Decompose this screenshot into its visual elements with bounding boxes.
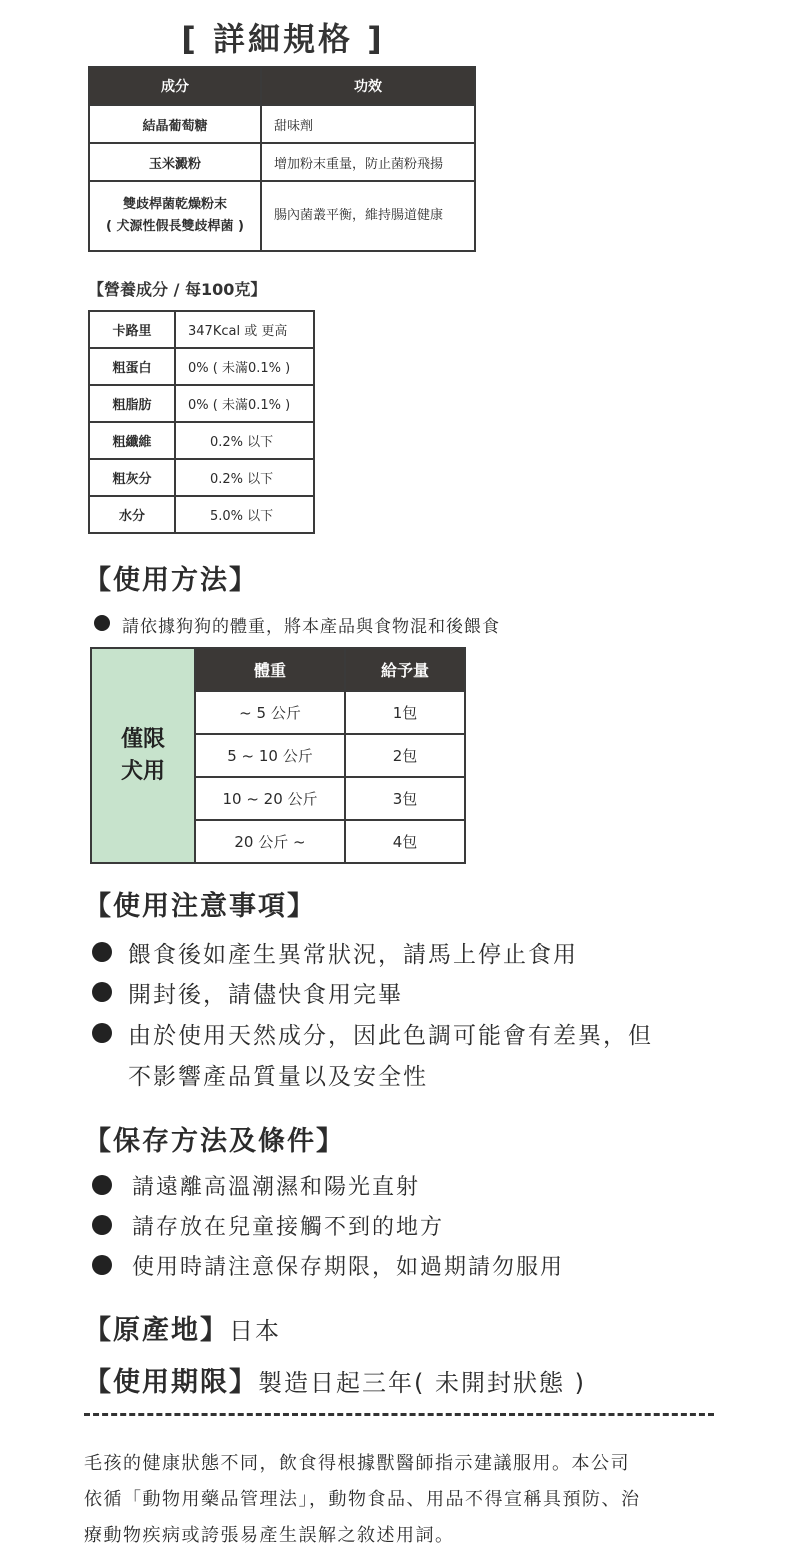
origin-heading: 【原產地】 <box>84 1315 229 1346</box>
expiry-line <box>84 1360 586 1399</box>
ingredient-name <box>89 181 261 251</box>
dose-weight: 20 公斤 ~ <box>195 820 345 863</box>
expiry-heading: 【使用期限】 <box>84 1367 258 1398</box>
nutrient-value: 5.0% 以下 <box>175 496 314 533</box>
nutrient-key: 粗蛋白 <box>89 348 175 385</box>
dog-only-label <box>91 648 195 863</box>
usage-bullet-text: 請依據狗狗的體重，將本產品與食物混和後餵食 <box>122 617 500 637</box>
table-row <box>89 348 314 385</box>
dashed-divider <box>84 1413 714 1416</box>
nutrition-table <box>88 310 315 534</box>
dose-weight: 5 ~ 10 公斤 <box>195 734 345 777</box>
header-effect: 功效 <box>261 67 475 105</box>
dose-amount: 3包 <box>345 777 465 820</box>
origin-line <box>84 1308 281 1347</box>
caution-item <box>92 1017 653 1050</box>
bullet-dot-icon <box>92 1255 112 1275</box>
caution-continuation <box>128 1058 428 1091</box>
bullet-dot-icon <box>92 1023 112 1043</box>
nutrient-key: 水分 <box>89 496 175 533</box>
caution-text: 開封後，請儘快食用完畢 <box>128 982 403 1008</box>
ingredient-effect: 增加粉末重量，防止菌粉飛揚 <box>261 143 475 181</box>
nutrition-heading: 【營養成分 / 每100克】 <box>88 280 267 299</box>
storage-heading: 【保存方法及條件】 <box>84 1126 345 1157</box>
table-row <box>89 311 314 348</box>
bullet-dot-icon <box>92 1175 112 1195</box>
table-row <box>89 105 475 143</box>
table-row <box>89 422 314 459</box>
bullet-dot-icon <box>92 982 112 1002</box>
nutrient-value: 0.2% 以下 <box>175 459 314 496</box>
bullet-dot-icon <box>92 942 112 962</box>
table-header-row <box>89 67 475 105</box>
spec-title: [ 詳細規格 ] <box>181 20 385 58</box>
caution-text: 由於使用天然成分，因此色調可能會有差異，但 <box>128 1023 653 1049</box>
ingredients-table <box>88 66 476 252</box>
ingredient-effect: 腸內菌叢平衡，維持腸道健康 <box>261 181 475 251</box>
storage-text: 請遠離高溫潮濕和陽光直射 <box>132 1175 421 1200</box>
dog-only-line2: 犬用 <box>120 758 165 784</box>
disclaimer-line: 毛孩的健康狀態不同，飲食得根據獸醫師指示建議服用。本公司 <box>84 1453 630 1474</box>
cautions-heading: 【使用注意事項】 <box>84 891 316 922</box>
nutrient-value: 347Kcal 或 更高 <box>175 311 314 348</box>
nutrient-value: 0.2% 以下 <box>175 422 314 459</box>
dose-weight: 10 ~ 20 公斤 <box>195 777 345 820</box>
caution-item <box>92 976 403 1009</box>
ingredient-name-line1: 雙歧桿菌乾燥粉末 <box>122 197 227 212</box>
nutrient-value: 0% ( 未滿0.1% ) <box>175 385 314 422</box>
header-ingredient: 成分 <box>89 67 261 105</box>
storage-text: 使用時請注意保存期限，如過期請勿服用 <box>132 1255 565 1280</box>
dose-amount: 1包 <box>345 691 465 734</box>
header-amount: 給予量 <box>345 648 465 691</box>
table-row <box>89 143 475 181</box>
disclaimer-line: 療動物疾病或誇張易產生誤解之敘述用詞。 <box>84 1525 455 1546</box>
dose-amount: 2包 <box>345 734 465 777</box>
header-weight: 體重 <box>195 648 345 691</box>
caution-item <box>92 936 578 969</box>
ingredient-name: 結晶葡萄糖 <box>89 105 261 143</box>
nutrient-key: 粗纖維 <box>89 422 175 459</box>
usage-bullet <box>94 612 500 637</box>
usage-heading: 【使用方法】 <box>84 565 258 596</box>
disclaimer-note <box>84 1446 724 1554</box>
storage-item <box>92 1210 444 1241</box>
disclaimer-line: 依循「動物用藥品管理法」，動物食品、用品不得宣稱具預防、治 <box>84 1489 641 1510</box>
bullet-dot-icon <box>92 1215 112 1235</box>
dog-only-line1: 僅限 <box>120 726 165 752</box>
expiry-value: 製造日起三年( 未開封狀態 ) <box>258 1369 586 1397</box>
nutrient-key: 粗脂肪 <box>89 385 175 422</box>
table-row <box>89 385 314 422</box>
origin-value: 日本 <box>229 1317 281 1345</box>
table-row <box>89 496 314 533</box>
storage-text: 請存放在兒童接觸不到的地方 <box>132 1215 445 1240</box>
dose-weight: ~ 5 公斤 <box>195 691 345 734</box>
table-row <box>89 181 475 251</box>
ingredient-name: 玉米澱粉 <box>89 143 261 181</box>
ingredient-effect: 甜味劑 <box>261 105 475 143</box>
table-row <box>89 459 314 496</box>
storage-item <box>92 1250 564 1281</box>
caution-text: 餵食後如產生異常狀況，請馬上停止食用 <box>128 942 578 968</box>
ingredient-name-line2: ( 犬源性假長雙歧桿菌 ) <box>106 219 244 234</box>
dose-amount: 4包 <box>345 820 465 863</box>
caution-text: 不影響產品質量以及安全性 <box>128 1064 428 1090</box>
storage-item <box>92 1170 420 1201</box>
dosage-table <box>90 647 466 864</box>
nutrient-value: 0% ( 未滿0.1% ) <box>175 348 314 385</box>
nutrient-key: 卡路里 <box>89 311 175 348</box>
table-header-row <box>91 648 465 691</box>
bullet-dot-icon <box>94 615 110 631</box>
nutrient-key: 粗灰分 <box>89 459 175 496</box>
